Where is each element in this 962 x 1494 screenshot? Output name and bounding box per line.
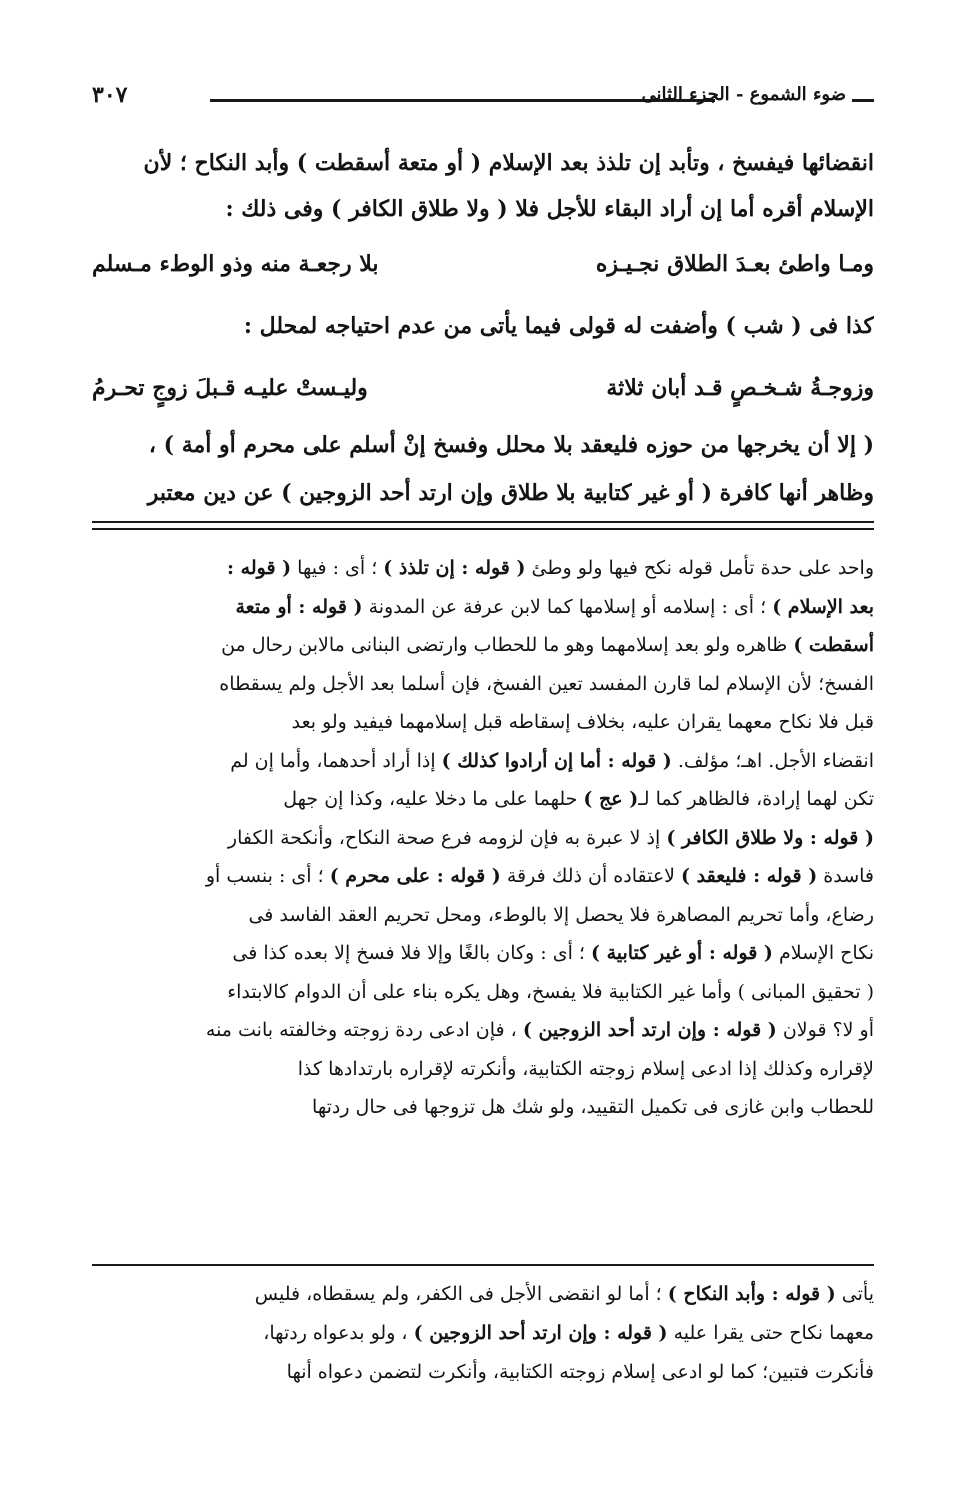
main-line: انقضائها فيفسخ ، وتأبد إن تلذذ بعد الإسلام ( أو متعة أسقطت ) وأبد النكاح ؛ لأن	[143, 150, 874, 176]
page-number: ٣٠٧	[92, 82, 128, 108]
commentary-line: انقضاء الأجل. اهـ؛ مؤلف. ( قوله : أما إن أرادوا كذلك ) إذا أراد أحدهما، وأما إن لم	[230, 749, 874, 772]
main-line: ( إلا أن يخرجها من حوزه فليعقد بلا محلل وفسخ إنْ أسلم على محرم أو أمة ) ،	[148, 432, 874, 458]
running-title: ضوء الشموع - الجزء الثانى	[641, 84, 846, 105]
commentary-line: قبل فلا نكاح معهما يقران عليه، بخلاف إسقاطه قبل إسلامهما فيفيد ولو بعد	[291, 711, 874, 733]
separator-rule	[92, 521, 874, 523]
verse-hemistich-second: وليـستْ عليـه قـبلَ زوجٍ تحـرمُ	[92, 375, 368, 401]
verse-line	[92, 356, 874, 420]
commentary-line: أو لا؟ قولان ( قوله : وإن ارتد أحد الزوجين ) ، فإن ادعى ردة زوجته وخالفته بانت منه	[205, 1019, 874, 1041]
commentary-line: معهما نكاح حتى يقرا عليه ( قوله : وإن ارتد أحد الزوجين ) ، ولو بدعواه ردتها،	[263, 1322, 874, 1344]
commentary-line: فأنكرت فتبين؛ كما لو ادعى إسلام زوجته الكتابية، وأنكرت لتضمن دعواه أنها	[286, 1361, 874, 1383]
header-rule	[210, 99, 715, 102]
commentary-block	[92, 549, 874, 1127]
separator-rule	[92, 1264, 874, 1266]
commentary-line: واحد على حدة تأمل قوله نكح فيها ولو وطئ ( قوله : إن تلذذ ) ؛ أى : فيها ( قوله :	[227, 557, 874, 579]
main-text	[92, 140, 874, 516]
verse-hemistich-first: وزوجـةُ شـخـصٍ قـد أبان ثلاثة	[606, 375, 874, 401]
commentary-line: لإقراره وكذلك إذا ادعى إسلام زوجته الكتابية، وأنكرته لإقراره بارتدادها كذا	[297, 1057, 874, 1080]
main-line: الإسلام أقره أما إن أراد البقاء للأجل فلا ( ولا طلاق الكافر ) وفى ذلك :	[225, 196, 874, 222]
commentary-line: رضاع، وأما تحريم المصاهرة فلا يحصل إلا بالوطء، ومحل تحريم العقد الفاسد فى	[248, 903, 874, 926]
main-line: وظاهر أنها كافرة ( أو غير كتابية بلا طلاق وإن ارتد أحد الزوجين ) عن دين معتبر	[147, 480, 874, 506]
main-line: كذا فى ( شب ) وأضفت له قولى فيما يأتى من عدم احتياجه لمحلل :	[243, 313, 874, 339]
commentary-line: ( قوله : ولا طلاق الكافر ) إذ لا عبرة به فإن لزومه فرع صحة النكاح، وأنكحة الكفار	[227, 826, 874, 849]
commentary-line: أسقطت ) ظاهره ولو بعد إسلامهما وهو ما للحطاب وارتضى البنانى مالابن رحال من	[221, 634, 874, 656]
verse-hemistich-first: ومـا واطئ بعـدَ الطلاق نجـيـزه	[595, 251, 874, 277]
commentary-line: يأتى ( قوله : وأبد النكاح ) ؛ أما لو انقضى الأجل فى الكفر، ولم يسقطاه، فليس	[254, 1283, 874, 1305]
page-header	[92, 80, 874, 116]
commentary-line: ( تحقيق المبانى ) وأما غير الكتابية فلا يفسخ، وهل يكره بناء على أن الدوام كالابتداء	[227, 980, 874, 1003]
header-rule-short	[852, 99, 874, 102]
commentary-line: فاسدة ( قوله : فليعقد ) لاعتقاده أن ذلك فرقة ( قوله : على محرم ) ؛ أى : بنسب أو	[205, 865, 874, 887]
verse-hemistich-second: بلا رجعـة منه وذو الوطء مـسلم	[92, 251, 379, 277]
commentary-line: بعد الإسلام ) ؛ أى : إسلامه أو إسلامها كما لابن عرفة عن المدونة ( قوله : أو متعة	[235, 595, 874, 618]
commentary-line: للحطاب وابن غازى فى تكميل التقييد، ولو شك هل تزوجها فى حال ردتها	[312, 1096, 874, 1118]
commentary-line: الفسخ؛ لأن الإسلام لما قارن المفسد تعين الفسخ، فإن أسلما بعد الأجل ولم يسقطاه	[219, 672, 874, 695]
verse-line	[92, 232, 874, 296]
separator-rule	[92, 528, 874, 530]
commentary-block-continued	[92, 1275, 874, 1392]
commentary-line: نكاح الإسلام ( قوله : أو غير كتابية ) ؛ أى : وكان بالغًا وإلا فلا فسخ إلا بعده كذا فى	[232, 942, 874, 964]
commentary-line: تكن لهما إرادة، فالظاهر كما لـ( عج ) حلهما على ما دخلا عليه، وكذا إن جهل	[283, 788, 874, 810]
